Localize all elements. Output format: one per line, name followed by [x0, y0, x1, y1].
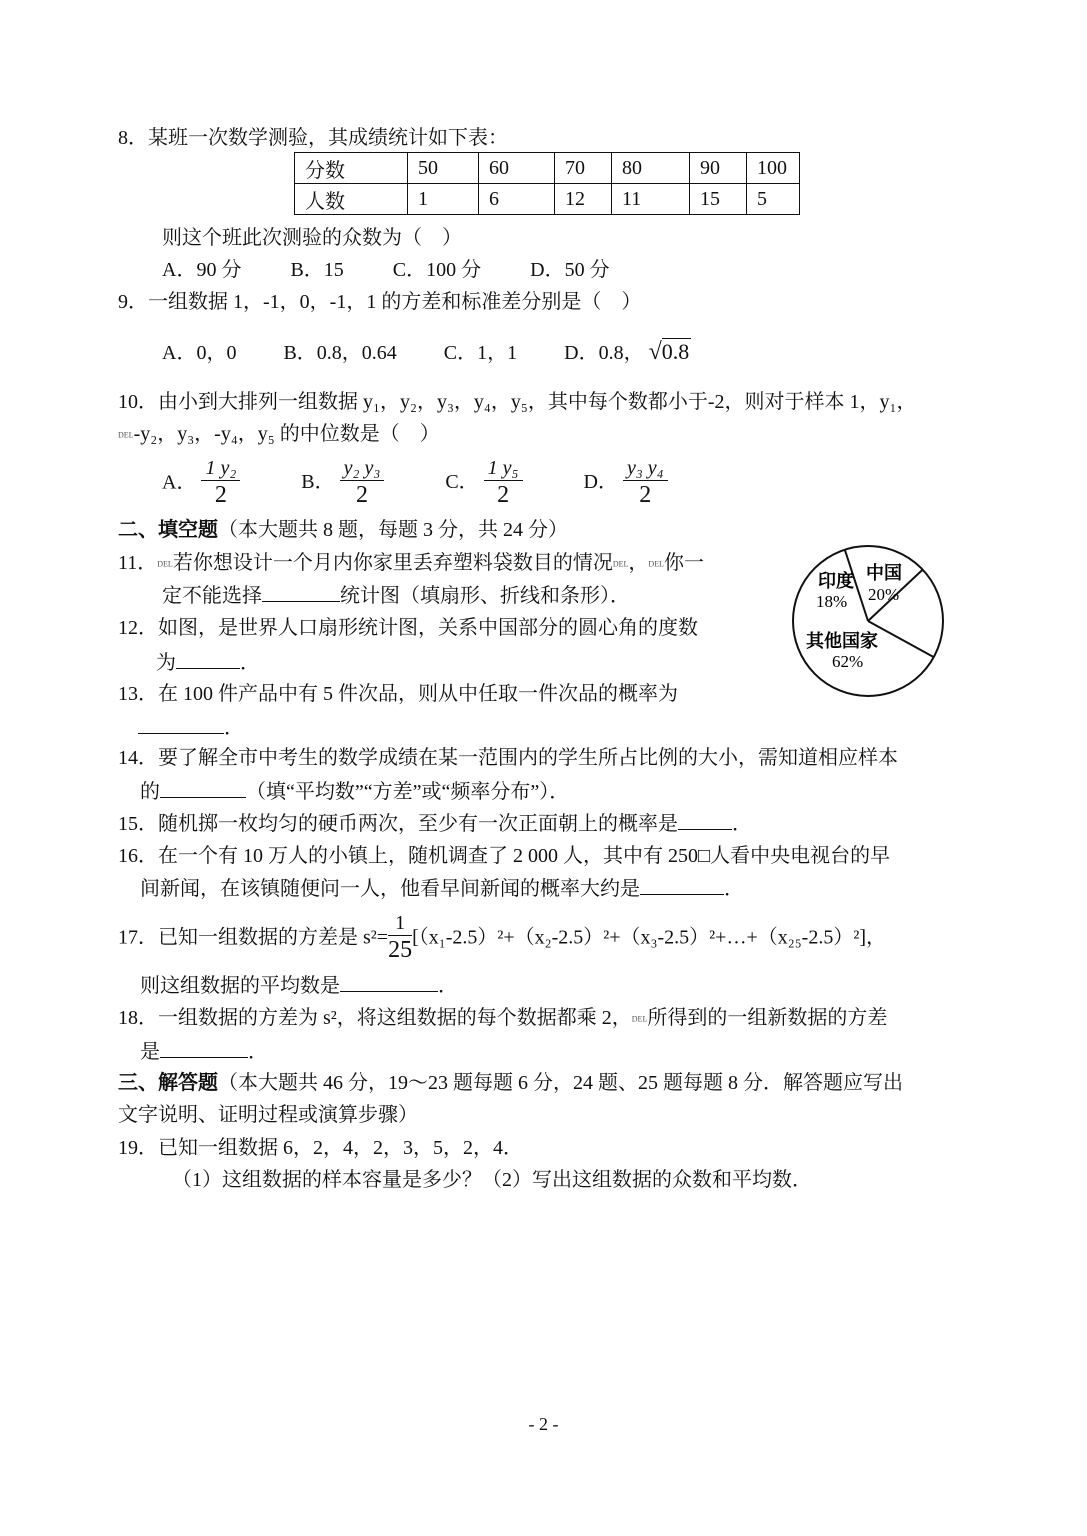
page-number: - 2 - [528, 1414, 559, 1434]
answer-blank[interactable] [678, 811, 732, 830]
fraction-denominator: 25 [388, 936, 413, 963]
q11-number: 11． [118, 552, 158, 574]
q10-options [162, 455, 668, 509]
q13-line2 [138, 715, 244, 740]
q10-line2 [118, 422, 440, 447]
table-cell: 50 [408, 153, 479, 184]
pie-value-india: 18% [816, 592, 848, 611]
del-mark: DEL [648, 559, 664, 569]
fraction-numerator: y₃ y₄ [623, 456, 668, 481]
q18-line1 [118, 1006, 887, 1031]
q18-text3: 是 [140, 1041, 160, 1063]
q8-question: 则这个班此次测验的众数为（ ） [162, 227, 462, 249]
pie-label-india: 印度 [818, 571, 854, 592]
q8-option-b: B．15 [290, 259, 344, 281]
q11-text2: 定不能选择 [162, 585, 262, 607]
q10-line1: 10．由小到大排列一组数据 y₁，y₂，y₃，y₄，y₅，其中每个数都小于-2，则对于样本 1，y₁， [118, 391, 917, 413]
answer-blank[interactable] [340, 973, 438, 992]
q14-text2: （填“平均数”“方差”或“频率分布”）． [246, 781, 570, 803]
q9-option-a: A．0，0 [162, 342, 237, 364]
q10-option-a-fraction [201, 456, 240, 509]
q8-options [162, 258, 610, 282]
q12-line1: 12．如图，是世界人口扇形统计图，关系中国部分的圆心角的度数 [118, 617, 698, 639]
q17-rest: [（x₁-2.5）²+（x₂-2.5）²+（x₃-2.5）²+…+（x₂₅-2.5）²]， [412, 926, 886, 949]
table-cell: 11 [612, 184, 690, 215]
q17-line1 [118, 908, 886, 965]
answer-blank[interactable] [640, 876, 724, 895]
answer-blank[interactable] [160, 1039, 248, 1058]
q18-end: ． [248, 1041, 268, 1063]
q8-option-a: A．90 分 [162, 259, 242, 281]
q15-text: 15．随机掷一枚均匀的硬币两次，至少有一次正面朝上的概率是 [118, 813, 678, 835]
q19-line2: （1）这组数据的样本容量是多少？（2）写出这组数据的众数和平均数． [172, 1169, 812, 1191]
answer-blank[interactable] [262, 583, 340, 602]
q17-end: ． [438, 975, 458, 997]
q10-option-c-fraction [484, 456, 523, 509]
q8-stem: 8．某班一次数学测验，其成绩统计如下表： [118, 127, 508, 149]
score-table [294, 152, 800, 215]
q10-option-a-label: A． [162, 471, 197, 494]
table-row [295, 153, 800, 184]
fraction-denominator: 2 [639, 481, 652, 508]
q9-option-c: C．1，1 [443, 342, 518, 364]
q11-line2 [162, 583, 630, 608]
q10-line2-text: -y₂，y₃，-y₄，y₅ 的中位数是（ ） [133, 423, 440, 445]
section2-desc: （本大题共 8 题，每题 3 分，共 24 分） [218, 519, 568, 541]
fraction-numerator: 1 y₅ [484, 456, 523, 481]
section2-heading [118, 518, 568, 542]
table-cell: 6 [479, 184, 555, 215]
del-mark: DEL [612, 559, 629, 569]
fraction-numerator: y₂ y₃ [340, 456, 385, 481]
q11-line1 [118, 551, 704, 576]
q11-comma: ， [628, 552, 649, 574]
sqrt-symbol: √ [648, 339, 662, 365]
section3-desc: （本大题共 46 分，19～23 题每题 6 分，24 题、25 题每题 8 分．解答题应写出 [218, 1072, 903, 1094]
q17-line2 [140, 973, 458, 998]
fraction-denominator: 2 [497, 481, 510, 508]
q10-option-d-fraction [623, 456, 668, 509]
q17-text: 则这组数据的平均数是 [140, 975, 340, 997]
fraction-numerator: 1 y₂ [201, 456, 240, 481]
pie-label-others: 其他国家 [806, 631, 878, 652]
q19-line1: 19．已知一组数据 6，2，4，2，3，5，2，4． [118, 1137, 523, 1159]
fraction-denominator: 2 [214, 481, 227, 508]
table-cell: 5 [747, 184, 800, 215]
q12-line2 [156, 650, 260, 675]
pie-value-others: 62% [832, 652, 864, 671]
q11-text3: 统计图（填扇形、折线和条形）． [340, 585, 630, 607]
q16-line1: 16．在一个有 10 万人的小镇上，随机调查了 2 000 人，其中有 250□人看中央电视台的早 [118, 845, 891, 867]
q10-option-b-label: B． [301, 471, 335, 494]
table-cell: 70 [555, 153, 612, 184]
q15-end: ． [732, 813, 752, 835]
sqrt-radicand: 0.8 [661, 339, 690, 364]
section3-heading [118, 1071, 903, 1095]
table-cell: 80 [612, 153, 690, 184]
q8-option-c: C．100 分 [392, 259, 482, 281]
fraction-numerator: 1 [388, 911, 412, 936]
q9-option-d: D．0.8， [564, 342, 644, 364]
q11-text-end: 你一 [663, 552, 704, 574]
table-cell: 100 [747, 153, 800, 184]
q10-option-c-label: C． [445, 471, 479, 494]
q13-line1: 13．在 100 件产品中有 5 件次品，则从中任取一件次品的概率为 [118, 683, 678, 705]
pie-value-china: 20% [868, 585, 900, 604]
section2-title: 二、填空题 [118, 519, 218, 541]
del-mark: DEL [631, 1014, 648, 1024]
q14-text: 的 [140, 781, 160, 803]
q9-options [162, 340, 691, 365]
pie-label-china: 中国 [866, 563, 902, 584]
answer-blank[interactable] [160, 779, 246, 798]
section3-desc2: 文字说明、证明过程或演算步骤） [118, 1104, 418, 1126]
fraction-denominator: 2 [355, 481, 368, 508]
section3-title: 三、解答题 [118, 1072, 218, 1094]
answer-blank[interactable] [138, 715, 224, 734]
q9-option-b: B．0.8，0.64 [283, 342, 397, 364]
q9-stem: 9．一组数据 1，-1，0，-1，1 的方差和标准差分别是（ ） [118, 291, 642, 313]
table-header-cell: 人数 [295, 184, 408, 215]
pie-svg [790, 543, 950, 703]
q16-text: 间新闻，在该镇随便问一人，他看早间新闻的概率大约是 [140, 878, 640, 900]
table-row [295, 184, 800, 215]
del-mark: DEL [157, 559, 173, 569]
table-cell: 60 [479, 153, 555, 184]
q17-prefix: 17．已知一组数据的方差是 s²= [118, 926, 389, 949]
q10-option-b-fraction [340, 456, 385, 509]
q17-fraction [388, 911, 412, 964]
table-cell: 1 [408, 184, 479, 215]
q8-option-d: D．50 分 [530, 259, 610, 281]
table-header-cell: 分数 [295, 153, 408, 184]
del-mark: DEL [118, 430, 134, 440]
table-cell: 90 [690, 153, 747, 184]
world-population-pie-chart [790, 543, 950, 709]
q10-option-d-label: D． [583, 471, 618, 494]
q18-text: 18．一组数据的方差为 s²，将这组数据的每个数据都乘 2， [118, 1007, 632, 1029]
q14-line2 [140, 779, 569, 804]
q12-text: 为 [156, 652, 176, 674]
table-cell: 15 [690, 184, 747, 215]
answer-blank[interactable] [176, 650, 240, 669]
q11-text: 若你想设计一个月内你家里丢弃塑料袋数目的情况 [172, 552, 613, 574]
table-cell: 12 [555, 184, 612, 215]
q13-end: ． [224, 717, 244, 739]
q18-line2 [140, 1039, 268, 1064]
q18-text2: 所得到的一组新数据的方差 [647, 1007, 888, 1029]
q15-line [118, 811, 752, 836]
q16-end: ． [724, 878, 744, 900]
q14-line1: 14．要了解全市中考生的数学成绩在某一范围内的学生所占比例的大小，需知道相应样本 [118, 747, 898, 769]
q12-end: ． [240, 652, 260, 674]
q16-line2 [140, 876, 744, 901]
